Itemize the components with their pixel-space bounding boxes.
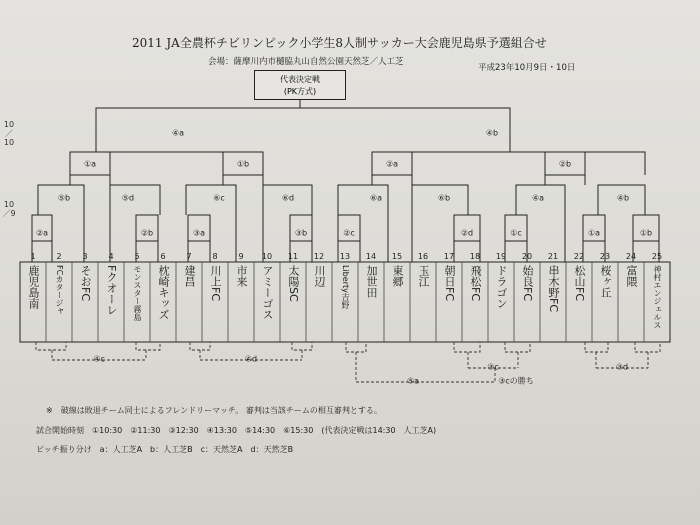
final-method: (PK方式) bbox=[283, 87, 317, 96]
team-number: 6 bbox=[160, 252, 166, 261]
team-number: 1 bbox=[30, 252, 36, 261]
match-label: ⑥d bbox=[281, 193, 295, 203]
match-label: ③b bbox=[294, 228, 308, 238]
pitch-note: ピッチ振り分け a：人工芝A b：人工芝B c：天然芝A d：天然芝B bbox=[36, 445, 294, 454]
team-name: 加世田 bbox=[365, 265, 378, 298]
team-name: そおFC bbox=[79, 265, 92, 302]
match-label: ①a bbox=[587, 228, 601, 238]
match-label: ⑥a bbox=[369, 193, 383, 203]
team-name: アミーゴス bbox=[261, 265, 274, 320]
match-label: ②c bbox=[343, 228, 355, 238]
team-name: 朝日FC bbox=[443, 265, 456, 302]
match-label: ①a bbox=[83, 159, 97, 169]
match-label: ④b bbox=[485, 128, 499, 138]
team-name: 富隈 bbox=[625, 265, 638, 287]
team-number: 24 bbox=[625, 252, 637, 261]
team-name: Fクオーレ bbox=[105, 265, 118, 316]
team-number: 16 bbox=[417, 252, 429, 261]
team-name: 玉江 bbox=[417, 265, 430, 287]
date-text: 平成23年10月9日・10日 bbox=[478, 63, 576, 73]
final-label: 代表決定戦 bbox=[280, 75, 320, 84]
friendly-lines bbox=[36, 342, 660, 382]
team-name: 東郷 bbox=[391, 265, 404, 287]
team-number: 19 bbox=[495, 252, 507, 261]
side-date-day2: 10／10 bbox=[3, 120, 15, 147]
final-line bbox=[96, 108, 510, 118]
team-number: 20 bbox=[521, 252, 533, 261]
team-name: 串木野FC bbox=[547, 265, 560, 313]
team-number: 4 bbox=[108, 252, 114, 261]
match-label: ④a bbox=[171, 128, 185, 138]
team-number: 5 bbox=[134, 252, 140, 261]
team-name: 川上FC bbox=[209, 265, 222, 302]
match-label: ⑤a bbox=[406, 376, 420, 386]
match-label: ⑥c bbox=[213, 193, 225, 203]
venue-text: 会場：薩摩川内市樋脇丸山自然公園天然芝／人工芝 bbox=[208, 57, 404, 67]
team-name: 鹿児島南 bbox=[27, 265, 40, 309]
team-number: 17 bbox=[443, 252, 455, 261]
team-name: モンスター霧島 bbox=[133, 265, 142, 321]
team-name: 建昌 bbox=[183, 265, 196, 287]
team-name: 桜ヶ丘 bbox=[599, 265, 612, 298]
team-number: 13 bbox=[339, 252, 351, 261]
team-number: 10 bbox=[261, 252, 273, 261]
team-name: 始良FC bbox=[521, 265, 534, 302]
match-label: ②a bbox=[385, 159, 399, 169]
team-name: ドラゴン bbox=[495, 265, 508, 309]
team-number: 9 bbox=[238, 252, 244, 261]
team-number: 25 bbox=[651, 252, 663, 261]
match-label: ④b bbox=[616, 193, 630, 203]
match-label: ③d bbox=[615, 362, 629, 372]
match-label: ②d bbox=[460, 228, 474, 238]
friendly-note: ※ 破線は敗退チーム同士によるフレンドリーマッチ。 審判は当該チームの相互審判とする。 bbox=[46, 406, 382, 415]
team-name: 市来 bbox=[235, 265, 248, 287]
schedule-note: 試合開始時刻 ①10:30 ②11:30 ③12:30 ④13:30 ⑤14:30 ⑥15:30 (代表決定戦は14:30 人工芝A) bbox=[36, 426, 437, 435]
team-name: FCカタージャ bbox=[55, 265, 64, 316]
match-label: ④a bbox=[531, 193, 545, 203]
team-name: 飛松FC bbox=[469, 265, 482, 302]
team-number: 22 bbox=[573, 252, 585, 261]
match-label: ③a bbox=[192, 228, 206, 238]
match-label: ⑤b bbox=[57, 193, 71, 203]
match-label: ①b bbox=[639, 228, 653, 238]
team-number: 23 bbox=[599, 252, 611, 261]
match-label: ①c bbox=[510, 228, 522, 238]
team-number: 2 bbox=[56, 252, 62, 261]
match-label: ②b bbox=[558, 159, 572, 169]
team-number: 12 bbox=[313, 252, 325, 261]
side-date-day1: 10／9 bbox=[2, 200, 16, 218]
team-name: Liberty吉野 bbox=[341, 265, 350, 309]
team-name: 太陽SC bbox=[287, 265, 300, 302]
team-number: 18 bbox=[469, 252, 481, 261]
team-name: 川辺 bbox=[313, 265, 326, 287]
team-number: 7 bbox=[186, 252, 192, 261]
match-label: ③c bbox=[487, 362, 499, 372]
team-number: 15 bbox=[391, 252, 403, 261]
match-label: ①b bbox=[236, 159, 250, 169]
team-number: 14 bbox=[365, 252, 377, 261]
team-number: 21 bbox=[547, 252, 559, 261]
match-label: ③cの勝ち bbox=[498, 376, 534, 386]
match-label: ⑤d bbox=[121, 193, 135, 203]
team-number: 3 bbox=[82, 252, 88, 261]
team-number: 11 bbox=[287, 252, 299, 261]
match-label: ②a bbox=[35, 228, 49, 238]
page-title: 2011 JA全農杯チビリンピック小学生8人制サッカー大会鹿児島県予選組合せ bbox=[132, 36, 547, 50]
match-label: ④c bbox=[93, 354, 105, 364]
match-label: ④d bbox=[244, 354, 258, 364]
team-name: 松山FC bbox=[573, 265, 586, 302]
team-number: 8 bbox=[212, 252, 218, 261]
team-name: 枕崎キッズ bbox=[157, 265, 170, 320]
team-name: 神村エンジェルス bbox=[653, 265, 662, 329]
match-label: ②b bbox=[140, 228, 154, 238]
match-label: ⑥b bbox=[437, 193, 451, 203]
